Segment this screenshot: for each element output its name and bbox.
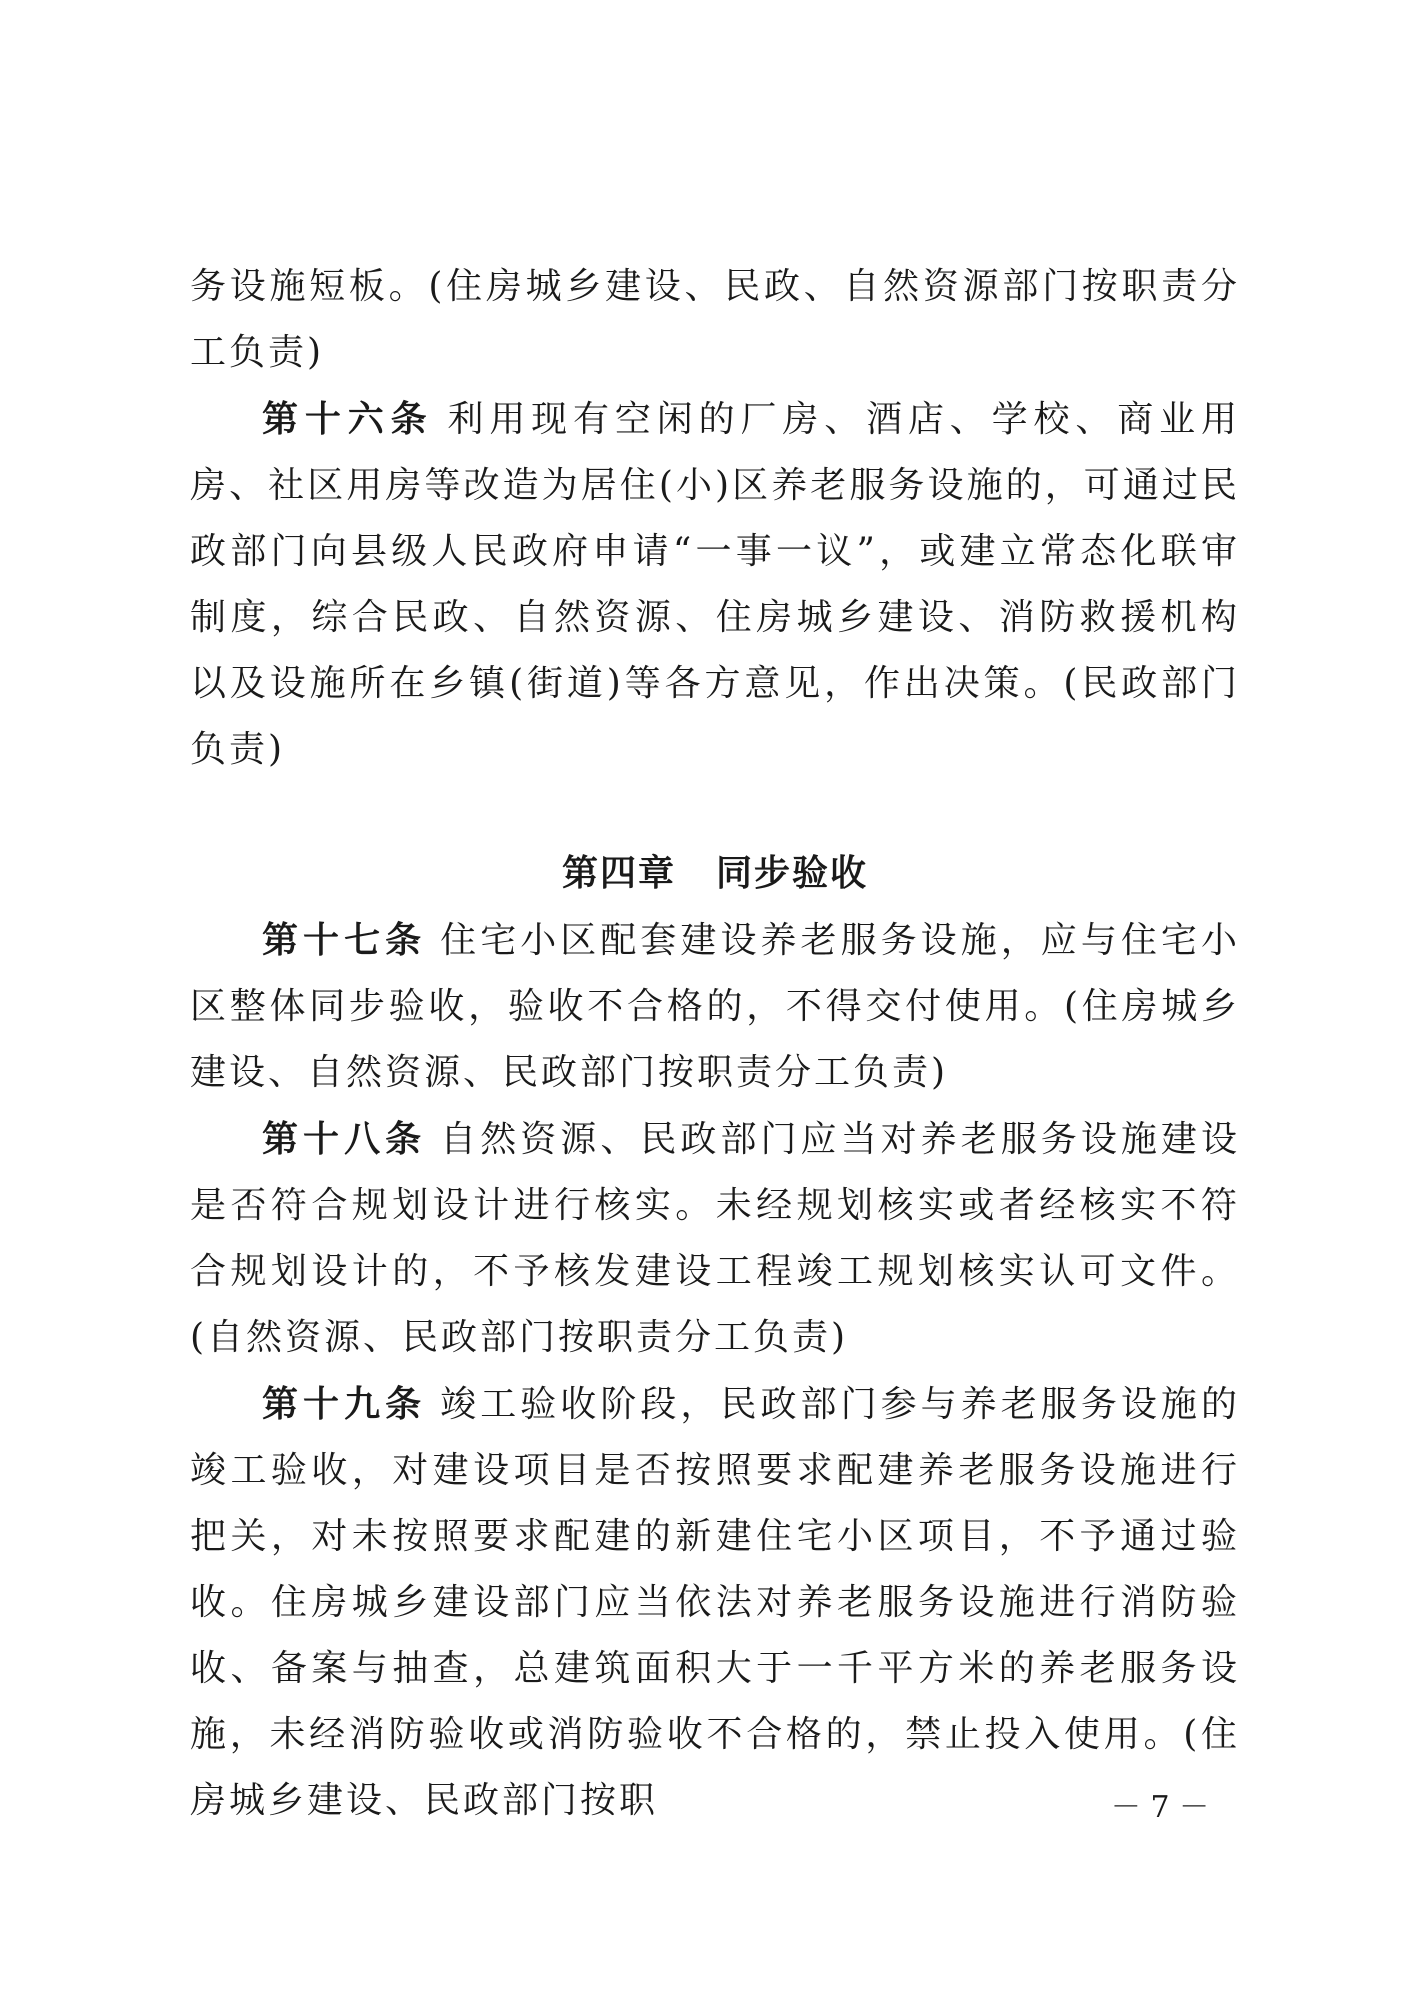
article-number: 第十六条: [262, 398, 434, 440]
article-18: [190, 1106, 1240, 1371]
page-number: － 7 －: [1110, 1790, 1210, 1825]
article-number: 第十七条: [262, 919, 427, 961]
article-17: [190, 907, 1240, 1106]
article-number: 第十八条: [262, 1118, 427, 1160]
section-spacer: [190, 783, 1240, 813]
continuation-paragraph: [190, 254, 1240, 386]
article-16: [190, 386, 1240, 783]
article-text: 竣工验收阶段，民政部门参与养老服务设施的竣工验收，对建设项目是否按照要求配建养老服务设施进行把关，对未按照要求配建的新建住宅小区项目，不予通过验收。住房城乡建设部门应当依法对养老服务设施进行消防验收、备案与抽查，总建筑面积大于一千平方米的养老服务设施，未经消防验收或消防验收不合格的，禁止投入使用。(住房城乡建设、民政部门按职: [190, 1384, 1240, 1821]
chapter-number: 第四章: [561, 853, 676, 894]
chapter-title: 同步验收: [716, 853, 869, 894]
article-number: 第十九条: [262, 1383, 427, 1425]
article-text: 住宅小区配套建设养老服务设施，应与住宅小区整体同步验收，验收不合格的，不得交付使用。(住房城乡建设、自然资源、民政部门按职责分工负责): [190, 920, 1240, 1093]
chapter-heading: [190, 841, 1240, 907]
article-text: 利用现有空闲的厂房、酒店、学校、商业用房、社区用房等改造为居住(小)区养老服务设施的，可通过民政部门向县级人民政府申请“一事一议”，或建立常态化联审制度，综合民政、自然资源、住房城乡建设、消防救援机构以及设施所在乡镇(街道)等各方意见，作出决策。(民政部门负责): [190, 399, 1240, 770]
article-19: [190, 1371, 1240, 1834]
article-text: 自然资源、民政部门应当对养老服务设施建设是否符合规划设计进行核实。未经规划核实或者经核实不符合规划设计的，不予核发建设工程竣工规划核实认可文件。(自然资源、民政部门按职责分工负责): [190, 1119, 1240, 1358]
continuation-text: 务设施短板。(住房城乡建设、民政、自然资源部门按职责分工负责): [190, 266, 1240, 373]
body-text: [190, 254, 1240, 1834]
